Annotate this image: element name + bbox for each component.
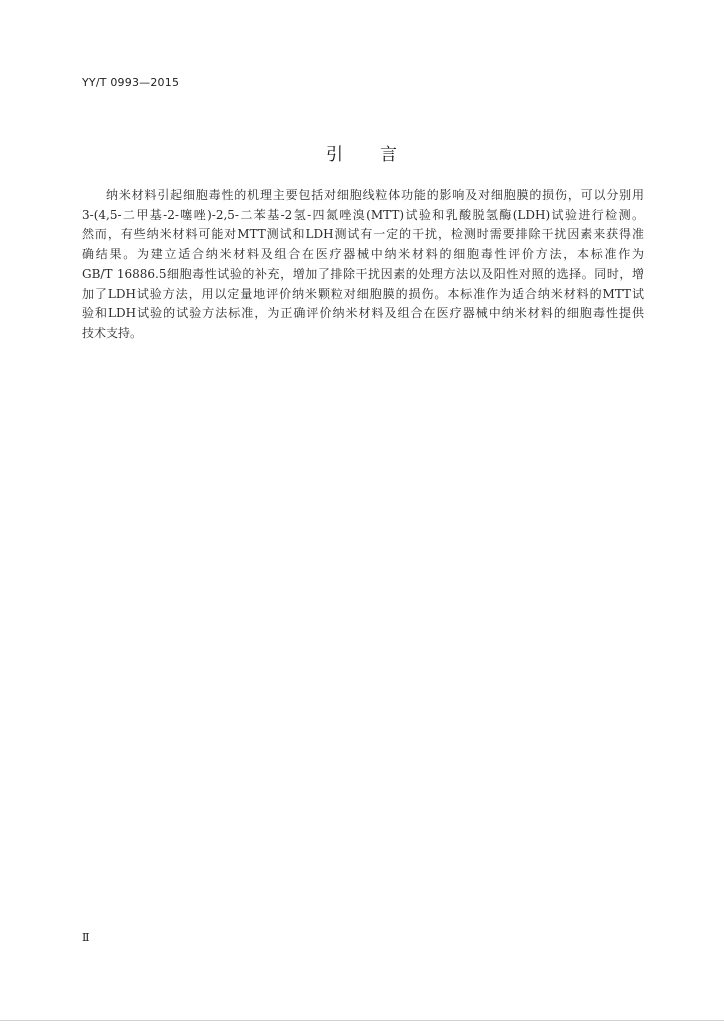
paragraph-line: 然而，有些纳米材料可能对MTT测试和LDH测试有一定的干扰，检测时需要排除干扰因素来获得准	[82, 227, 644, 242]
paragraph-line: 技术支持。	[82, 325, 143, 340]
bottom-divider	[0, 1020, 724, 1021]
introduction-paragraph	[82, 186, 644, 344]
paragraph-line: 纳米材料引起细胞毒性的机理主要包括对细胞线粒体功能的影响及对细胞膜的损伤，可以分别用	[106, 188, 644, 202]
page-number: Ⅱ	[82, 931, 90, 944]
standard-code: YY/T 0993—2015	[82, 76, 180, 89]
paragraph-line: 加了LDH试验方法，用以定量地评价纳米颗粒对细胞膜的损伤。本标准作为适合纳米材料的MTT试	[82, 286, 644, 301]
paragraph-line: GB/T 16886.5细胞毒性试验的补充，增加了排除干扰因素的处理方法以及阳性对照的选择。同时，增	[82, 266, 644, 281]
title-char-1: 引	[326, 145, 344, 165]
title-char-2: 言	[380, 145, 398, 165]
page-title	[0, 140, 724, 165]
paragraph-line: 确结果。为建立适合纳米材料及组合在医疗器械中纳米材料的细胞毒性评价方法，本标准作为	[82, 247, 644, 262]
paragraph-line: 3-(4,5-二甲基-2-噻唑)-2,5-二苯基-2氢-四氮唑溴(MTT)试验和乳酸脱氢酶(LDH)试验进行检测。	[82, 207, 644, 222]
paragraph-line: 验和LDH试验的试验方法标准，为正确评价纳米材料及组合在医疗器械中纳米材料的细胞毒性提供	[82, 306, 644, 321]
